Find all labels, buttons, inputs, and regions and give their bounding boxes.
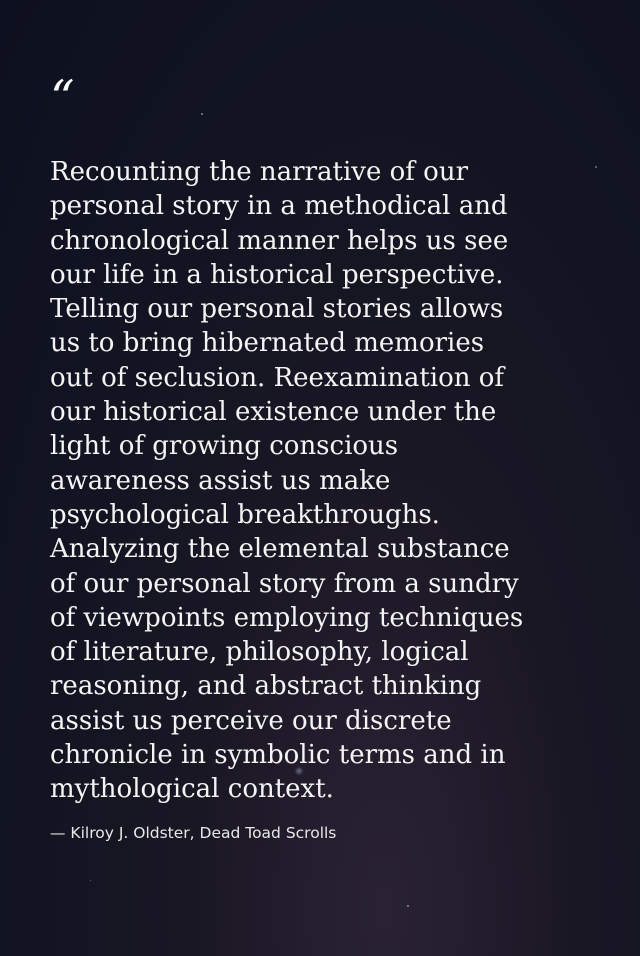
quote-line: mythological context. (50, 774, 334, 805)
quote-line: our life in a historical perspective. (50, 259, 504, 290)
quote-line: of our personal story from a sundry (50, 568, 519, 599)
quote-line: Recounting the narrative of our (50, 157, 469, 187)
quote-line: Analyzing the elemental substance (50, 534, 510, 565)
quote-text (50, 155, 610, 807)
quote-line: reasoning, and abstract thinking (50, 671, 482, 702)
quote-line: assist us perceive our discrete (50, 705, 452, 736)
quote-line: us to bring hibernated memories (50, 328, 485, 359)
quote-line: of viewpoints employing techniques (50, 602, 524, 633)
quote-attribution: — Kilroy J. Oldster, Dead Toad Scrolls (50, 824, 337, 842)
quote-line: our historical existence under the (50, 397, 497, 428)
quote-line: chronological manner helps us see (50, 225, 509, 256)
quote-line: psychological breakthroughs. (50, 499, 440, 530)
star-decoration (90, 880, 91, 881)
quote-line: out of seclusion. Reexamination of (50, 362, 505, 393)
quote-line: chronicle in symbolic terms and in (50, 740, 506, 771)
star-decoration (407, 905, 409, 907)
star-decoration (201, 113, 203, 115)
quote-line: personal story in a methodical and (50, 191, 508, 222)
quote-line: light of growing conscious (50, 431, 399, 462)
quote-line: Telling our personal stories allows (50, 294, 504, 325)
quote-mark-icon: “ (50, 70, 75, 126)
quote-line: of literature, philosophy, logical (50, 637, 469, 668)
quote-line: awareness assist us make (50, 465, 391, 496)
